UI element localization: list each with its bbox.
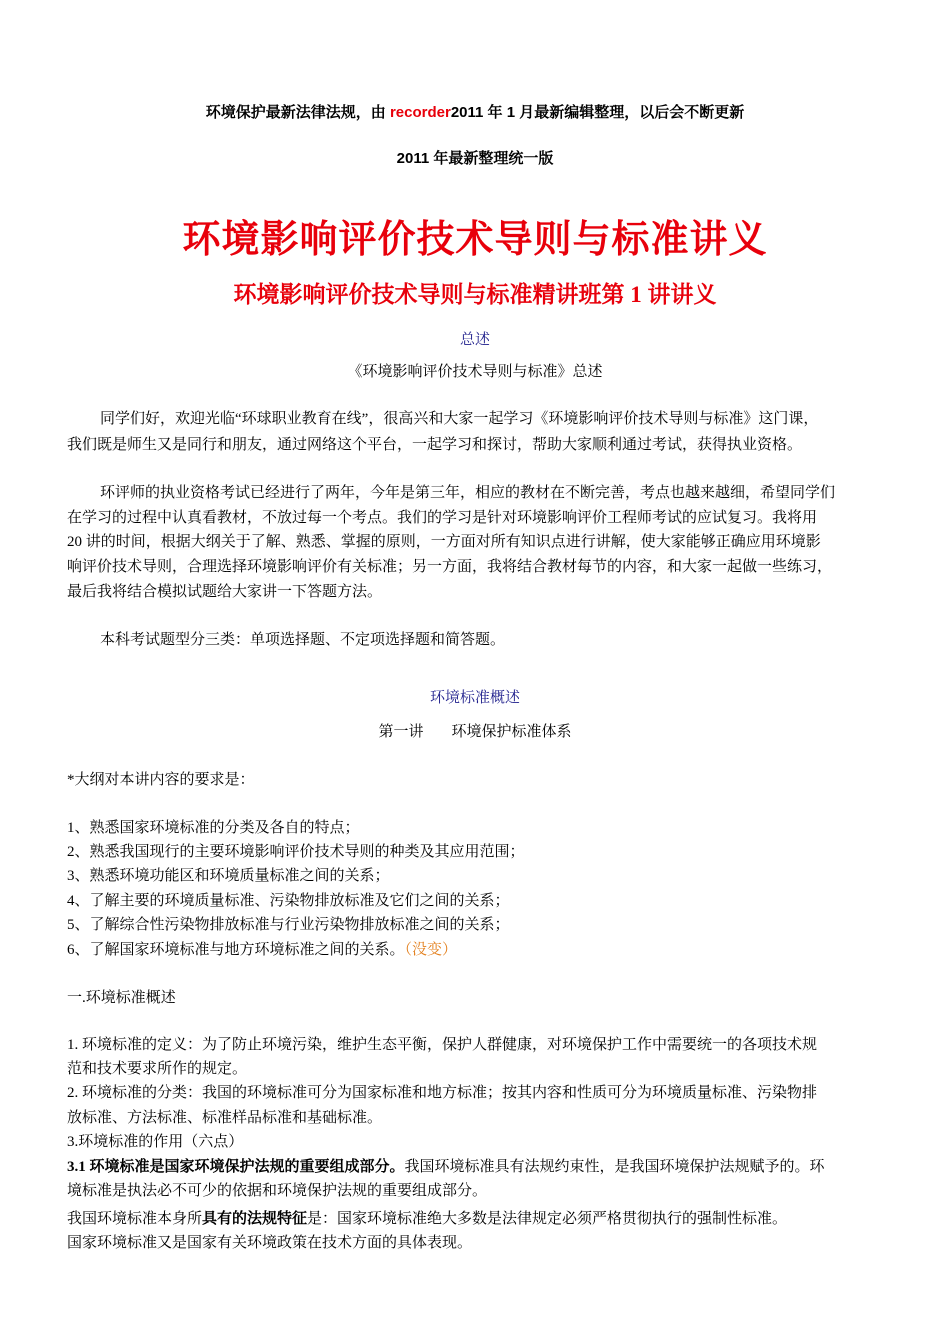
requirements-intro: *大纲对本讲内容的要求是： (67, 772, 255, 788)
para2-line-4: 响评价技术导则，合理选择环境影响评价有关标准；另一方面，我将结合教材每节的内容，和大家一起做一些练习， (67, 559, 833, 575)
role-heading: 3.环境标准的作用（六点） (67, 1134, 244, 1150)
requirement-item-3: 3、熟悉环境功能区和环境质量标准之间的关系； (67, 868, 390, 884)
legal-feature-line (67, 1207, 787, 1228)
header-line-1-pre: 环境保护最新法律法规，由 (205, 104, 390, 121)
definition-line-1: 1. 环境标准的定义：为了防止环境污染，维护生态平衡，保护人群健康，对环境保护工作中需要统一的各项技术规 (67, 1037, 818, 1053)
section-heading-standards: 环境标准概述 (429, 689, 520, 706)
requirement-item-1: 1、熟悉国家环境标准的分类及各自的特点； (67, 820, 360, 836)
section-subheading-overview: 《环境影响评价技术导则与标准》总述 (347, 364, 603, 380)
para1-line-2: 我们既是师生又是同行和朋友，通过网络这个平台，一起学习和探讨，帮助大家顺利通过考试，获得执业资格。 (67, 437, 803, 453)
para1-line-1: 同学们好，欢迎光临“环球职业教育在线”，很高兴和大家一起学习《环境影响评价技术导则与标准》这门课， (100, 411, 819, 427)
classification-line-1: 2. 环境标准的分类：我国的环境标准可分为国家标准和地方标准；按其内容和性质可分为环境质量标准、污染物排 (67, 1085, 818, 1101)
section-heading-overview: 总述 (459, 331, 490, 348)
header-line-1 (0, 101, 950, 122)
lecture-title: 环境保护标准体系 (451, 724, 572, 740)
header-line-2: 2011 年最新整理统一版 (396, 150, 554, 167)
classification-line-2: 放标准、方法标准、标准样品标准和基础标准。 (67, 1110, 383, 1126)
policy-line: 国家环境标准又是国家有关环境政策在技术方面的具体表现。 (67, 1235, 473, 1251)
requirement-item-2: 2、熟悉我国现行的主要环境影响评价技术导则的种类及其应用范围； (67, 844, 525, 860)
legal-feature-pre: 我国环境标准本身所 (67, 1211, 203, 1227)
para3: 本科考试题型分三类：单项选择题、不定项选择题和简答题。 (100, 632, 506, 648)
lecture-number: 第一讲 (378, 724, 424, 740)
role-3-1-line-1 (67, 1155, 825, 1176)
requirement-item-6 (67, 938, 457, 959)
requirement-item-5: 5、了解综合性污染物排放标准与行业污染物排放标准之间的关系； (67, 917, 510, 933)
para2-line-5: 最后我将结合模拟试题给大家讲一下答题方法。 (67, 584, 383, 600)
requirement-item-4: 4、了解主要的环境质量标准、污染物排放标准及它们之间的关系； (67, 893, 510, 909)
para2-line-3: 20 讲的时间，根据大纲关于了解、熟悉、掌握的原则，一方面对所有知识点进行讲解，使大家能够正确应用环境影 (67, 534, 821, 550)
legal-feature-bold: 具有的法规特征 (202, 1211, 308, 1227)
lecture-heading (0, 720, 950, 741)
header-brand: recorder (389, 104, 451, 121)
role-3-1-line-2: 境标准是执法必不可少的依据和环境保护法规的重要组成部分。 (67, 1183, 488, 1199)
role-3-1-rest: 我国环境标准具有法规约束性，是我国环境保护法规赋予的。环 (404, 1159, 825, 1175)
role-3-1-bold: 3.1 环境标准是国家环境保护法规的重要组成部分。 (67, 1159, 405, 1175)
para2-line-2: 在学习的过程中认真看教材，不放过每一个考点。我们的学习是针对环境影响评价工程师考试的应试复习。我将用 (67, 510, 818, 526)
legal-feature-post: 是：国家环境标准绝大多数是法律规定必须严格贯彻执行的强制性标准。 (307, 1211, 788, 1227)
para2-line-1: 环评师的执业资格考试已经进行了两年，今年是第三年，相应的教材在不断完善，考点也越来越细，希望同学们 (100, 485, 836, 501)
definition-line-2: 范和技术要求所作的规定。 (67, 1061, 248, 1077)
requirement-item-6-text: 6、了解国家环境标准与地方环境标准之间的关系。 (67, 942, 405, 958)
part1-heading: 一.环境标准概述 (67, 990, 176, 1006)
header-line-1-post: 2011 年 1 月最新编辑整理，以后会不断更新 (450, 104, 745, 121)
unchanged-tag: （没变） (404, 942, 458, 958)
page-title: 环境影响评价技术导则与标准讲义 (182, 219, 768, 261)
page-subtitle: 环境影响评价技术导则与标准精讲班第 1 讲讲义 (233, 282, 717, 307)
